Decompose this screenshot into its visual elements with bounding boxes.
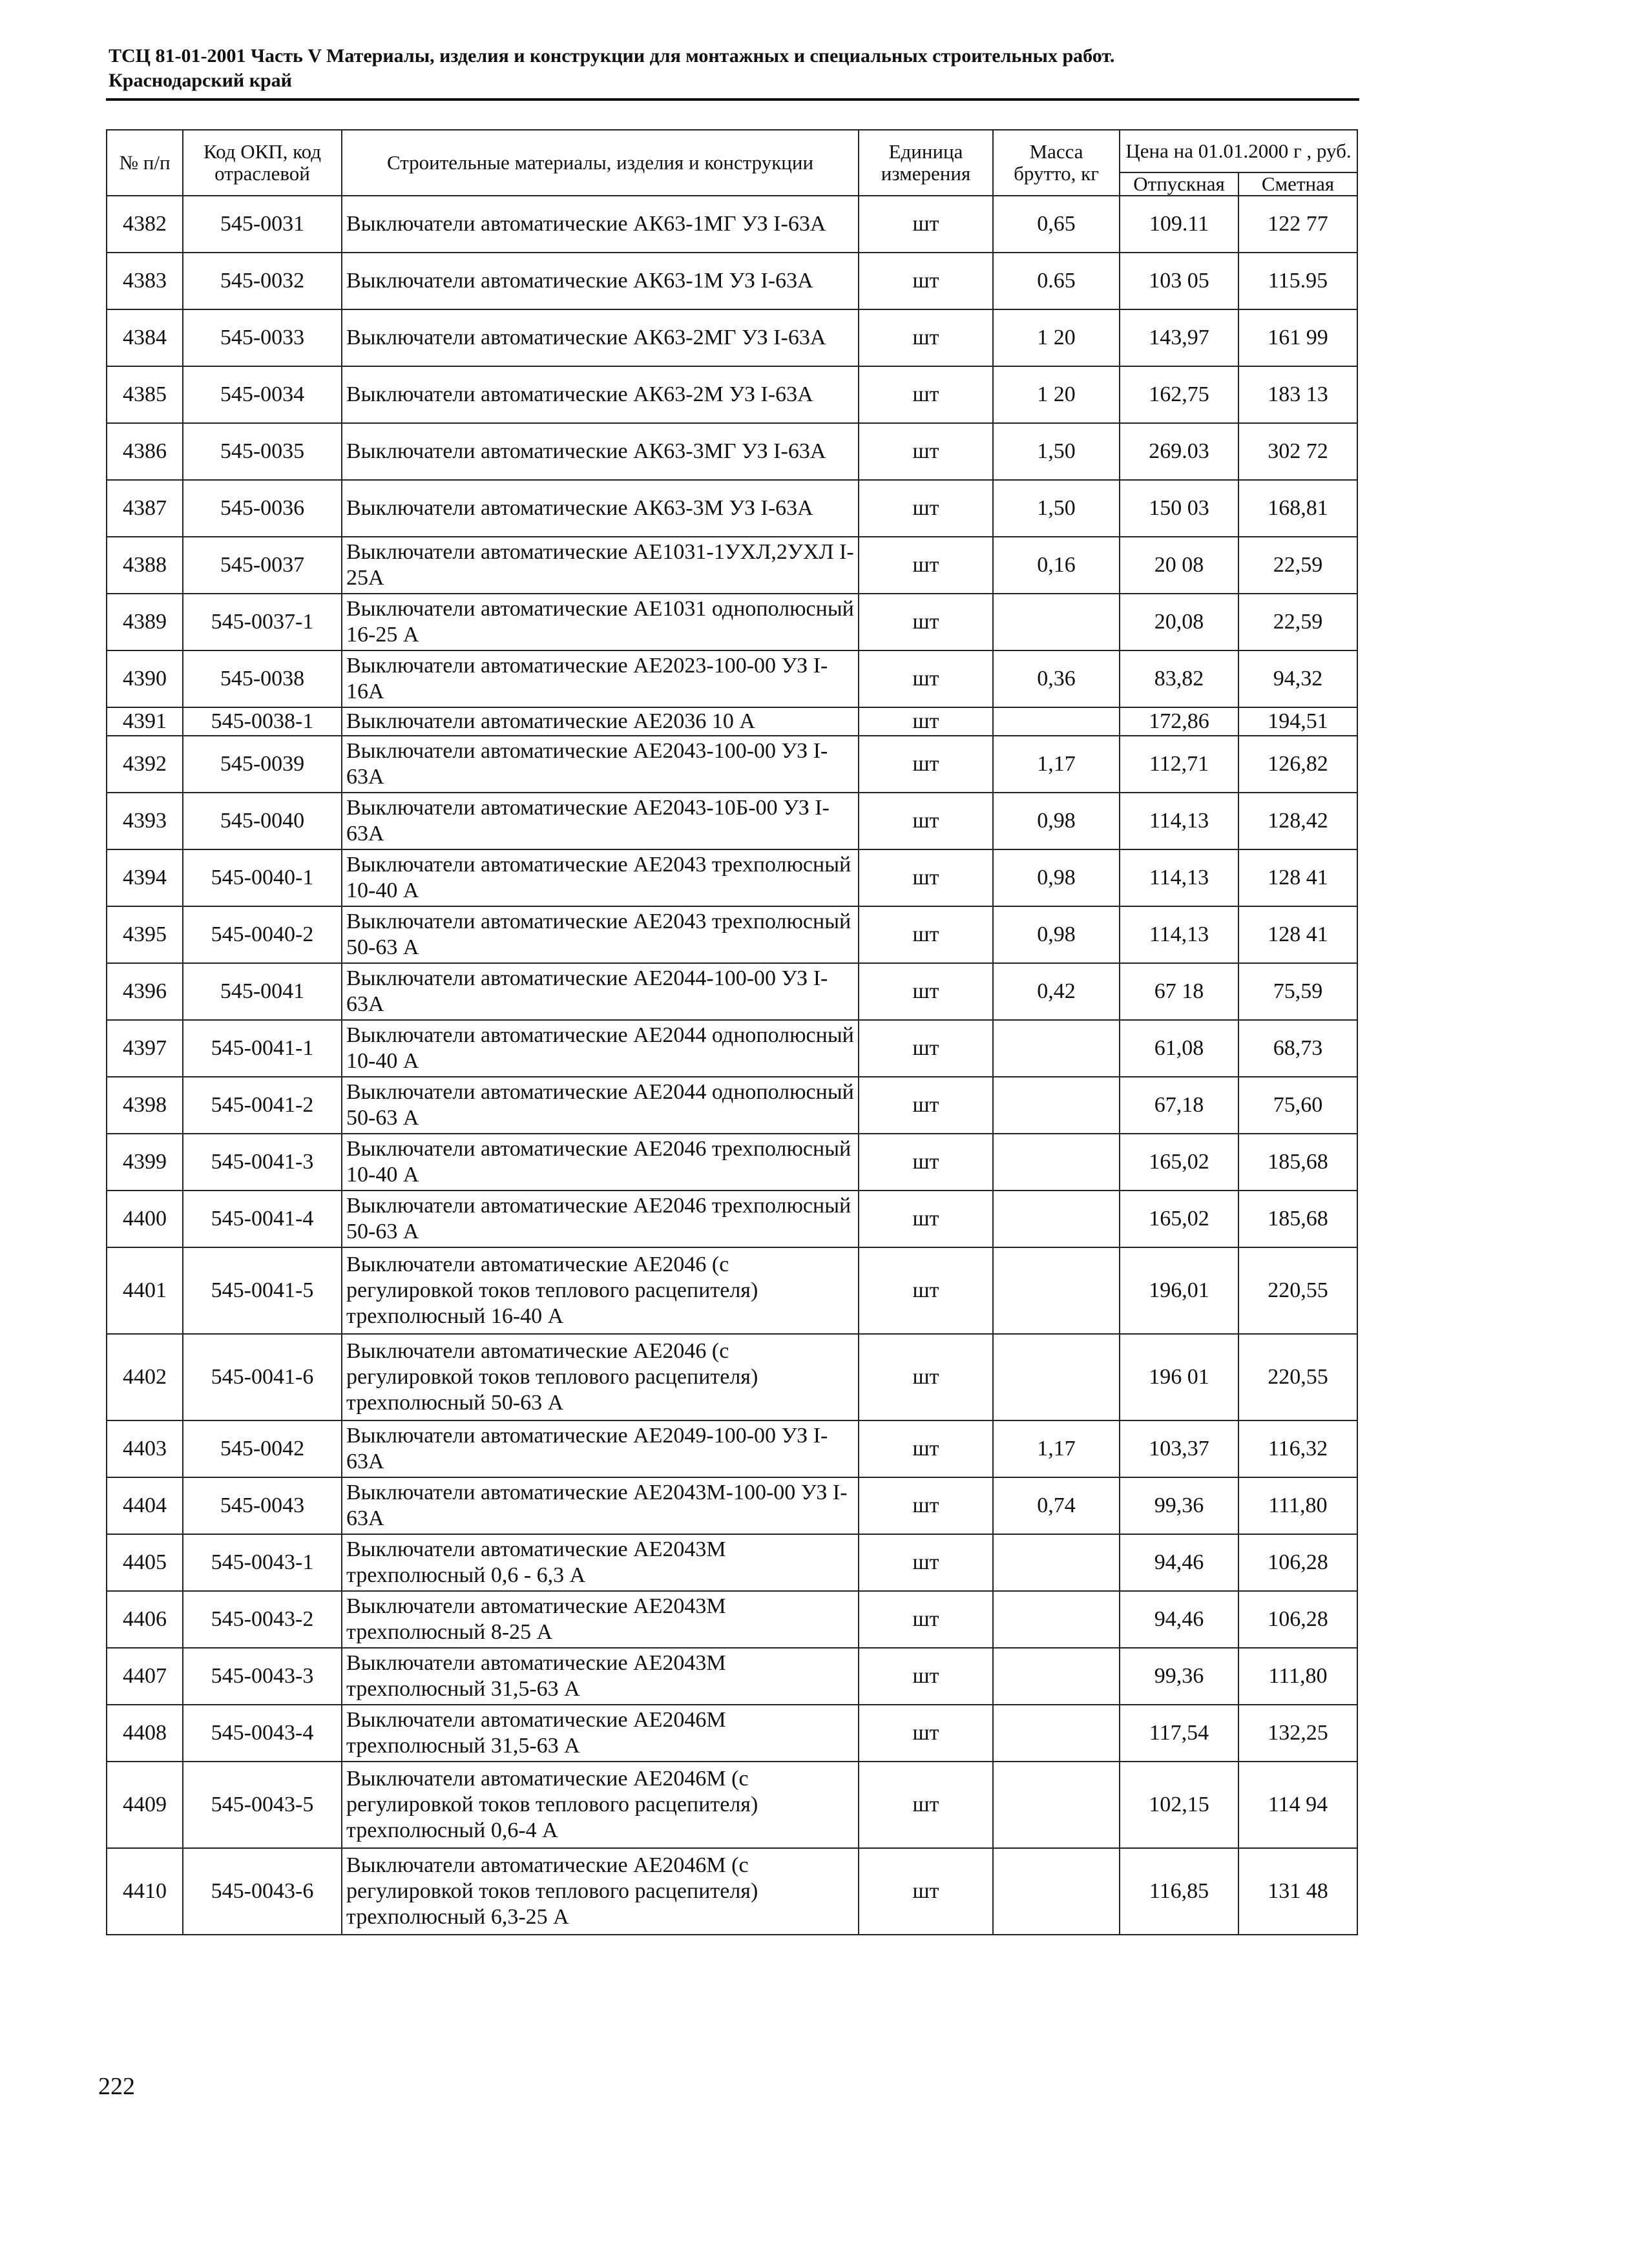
row-code: 545-0043-2 (183, 1591, 342, 1648)
row-unit: шт (859, 849, 993, 906)
row-number: 4391 (107, 707, 183, 736)
row-unit: шт (859, 366, 993, 423)
row-price-release: 114,13 (1120, 849, 1238, 906)
row-unit: шт (859, 1191, 993, 1247)
row-code: 545-0043-1 (183, 1534, 342, 1591)
row-price-release: 99,36 (1120, 1648, 1238, 1705)
row-unit: шт (859, 1477, 993, 1534)
row-number: 4399 (107, 1134, 183, 1191)
row-name: Выключатели автоматические АК63-1М УЗ I-63А (342, 253, 859, 309)
row-number: 4394 (107, 849, 183, 906)
row-name: Выключатели автоматические АЕ2046М трехполюсный 31,5-63 А (342, 1705, 859, 1762)
row-name: Выключатели автоматические АЕ2043 трехполюсный 50-63 А (342, 906, 859, 963)
row-price-release: 67 18 (1120, 963, 1238, 1020)
row-number: 4383 (107, 253, 183, 309)
row-code: 545-0041-6 (183, 1334, 342, 1420)
row-unit: шт (859, 707, 993, 736)
table-row (107, 1705, 1357, 1762)
row-unit: шт (859, 736, 993, 793)
row-unit: шт (859, 1134, 993, 1191)
table-row (107, 1477, 1357, 1534)
row-name: Выключатели автоматические АЕ2044-100-00 УЗ I-63А (342, 963, 859, 1020)
row-price-estimate: 126,82 (1238, 736, 1357, 793)
row-code: 545-0037 (183, 537, 342, 594)
row-number: 4403 (107, 1420, 183, 1477)
row-name: Выключатели автоматические АК63-3М УЗ I-63А (342, 480, 859, 537)
row-unit: шт (859, 650, 993, 707)
row-price-release: 20 08 (1120, 537, 1238, 594)
row-price-release: 103 05 (1120, 253, 1238, 309)
row-unit: шт (859, 1534, 993, 1591)
row-mass (993, 1648, 1120, 1705)
row-name: Выключатели автоматические АК63-1МГ УЗ I-63А (342, 196, 859, 253)
row-name: Выключатели автоматические АЕ2043М трехполюсный 31,5-63 А (342, 1648, 859, 1705)
row-name: Выключатели автоматические АЕ2023-100-00 УЗ I-16А (342, 650, 859, 707)
table-row (107, 1534, 1357, 1591)
table-row (107, 1020, 1357, 1077)
table-row (107, 196, 1357, 253)
table-row (107, 650, 1357, 707)
row-code: 545-0043-3 (183, 1648, 342, 1705)
row-number: 4406 (107, 1591, 183, 1648)
row-price-estimate: 185,68 (1238, 1134, 1357, 1191)
row-price-estimate: 22,59 (1238, 537, 1357, 594)
table-row (107, 849, 1357, 906)
row-price-release: 196 01 (1120, 1334, 1238, 1420)
row-unit: шт (859, 1077, 993, 1134)
page-header (109, 44, 1362, 93)
row-number: 4389 (107, 594, 183, 650)
row-unit: шт (859, 423, 993, 480)
row-price-estimate: 122 77 (1238, 196, 1357, 253)
row-mass (993, 1848, 1120, 1935)
row-price-estimate: 68,73 (1238, 1020, 1357, 1077)
row-number: 4382 (107, 196, 183, 253)
row-code: 545-0038-1 (183, 707, 342, 736)
page-number: 222 (98, 2073, 135, 2100)
col-header-mass: Масса брутто, кг (993, 130, 1120, 196)
row-name: Выключатели автоматические АЕ2043-10Б-00 УЗ I-63А (342, 793, 859, 849)
header-divider (106, 98, 1359, 101)
row-mass: 1 20 (993, 309, 1120, 366)
row-mass (993, 1134, 1120, 1191)
table-row (107, 1762, 1357, 1848)
row-price-release: 99,36 (1120, 1477, 1238, 1534)
row-mass: 0.65 (993, 253, 1120, 309)
table-row (107, 1334, 1357, 1420)
row-mass (993, 1247, 1120, 1334)
row-code: 545-0035 (183, 423, 342, 480)
row-mass: 1,50 (993, 480, 1120, 537)
row-unit: шт (859, 1420, 993, 1477)
row-number: 4407 (107, 1648, 183, 1705)
row-price-estimate: 194,51 (1238, 707, 1357, 736)
row-price-release: 109.11 (1120, 196, 1238, 253)
row-name: Выключатели автоматические АК63-2МГ УЗ I-63А (342, 309, 859, 366)
table-row (107, 1077, 1357, 1134)
table-row (107, 1191, 1357, 1247)
row-mass: 0,98 (993, 793, 1120, 849)
row-number: 4385 (107, 366, 183, 423)
row-price-release: 116,85 (1120, 1848, 1238, 1935)
table-row (107, 537, 1357, 594)
document-region: Краснодарский край (109, 70, 292, 91)
row-unit: шт (859, 196, 993, 253)
row-code: 545-0040 (183, 793, 342, 849)
row-price-estimate: 168,81 (1238, 480, 1357, 537)
row-mass: 0,42 (993, 963, 1120, 1020)
table-row (107, 1247, 1357, 1334)
col-header-price-estimate: Сметная (1238, 172, 1357, 196)
row-code: 545-0037-1 (183, 594, 342, 650)
row-price-estimate: 106,28 (1238, 1591, 1357, 1648)
row-price-estimate: 115.95 (1238, 253, 1357, 309)
col-header-num: № п/п (107, 130, 183, 196)
row-price-estimate: 161 99 (1238, 309, 1357, 366)
row-mass (993, 1762, 1120, 1848)
row-price-estimate: 183 13 (1238, 366, 1357, 423)
row-mass (993, 1191, 1120, 1247)
row-price-release: 165,02 (1120, 1134, 1238, 1191)
row-price-estimate: 111,80 (1238, 1648, 1357, 1705)
row-name: Выключатели автоматические АЕ2046 трехполюсный 50-63 А (342, 1191, 859, 1247)
row-number: 4384 (107, 309, 183, 366)
row-number: 4392 (107, 736, 183, 793)
row-number: 4405 (107, 1534, 183, 1591)
row-mass (993, 707, 1120, 736)
row-code: 545-0043-4 (183, 1705, 342, 1762)
row-name: Выключатели автоматические АЕ2046 трехполюсный 10-40 А (342, 1134, 859, 1191)
row-name: Выключатели автоматические АЕ2036 10 А (342, 707, 859, 736)
row-mass (993, 1591, 1120, 1648)
table-row (107, 906, 1357, 963)
row-price-estimate: 220,55 (1238, 1334, 1357, 1420)
col-header-price-release: Отпускная (1120, 172, 1238, 196)
row-number: 4404 (107, 1477, 183, 1534)
row-unit: шт (859, 1247, 993, 1334)
row-price-release: 20,08 (1120, 594, 1238, 650)
row-name: Выключатели автоматические АЕ2043-100-00 УЗ I-63А (342, 736, 859, 793)
row-price-release: 103,37 (1120, 1420, 1238, 1477)
row-mass (993, 1705, 1120, 1762)
table-row (107, 736, 1357, 793)
row-unit: шт (859, 480, 993, 537)
row-number: 4393 (107, 793, 183, 849)
table-row (107, 707, 1357, 736)
row-name: Выключатели автоматические АЕ2043М-100-00 УЗ I-63А (342, 1477, 859, 1534)
row-unit: шт (859, 1591, 993, 1648)
row-code: 545-0041-4 (183, 1191, 342, 1247)
table-row (107, 1591, 1357, 1648)
row-unit: шт (859, 309, 993, 366)
row-price-estimate: 132,25 (1238, 1705, 1357, 1762)
row-price-release: 83,82 (1120, 650, 1238, 707)
row-unit: шт (859, 793, 993, 849)
row-number: 4408 (107, 1705, 183, 1762)
table-body (107, 196, 1357, 1935)
row-mass: 1,17 (993, 1420, 1120, 1477)
row-price-estimate: 131 48 (1238, 1848, 1357, 1935)
row-number: 4396 (107, 963, 183, 1020)
row-code: 545-0039 (183, 736, 342, 793)
table-row (107, 309, 1357, 366)
row-name: Выключатели автоматические АЕ2046 (с регулировкой токов теплового расцепителя) трехполюсный 16-40 А (342, 1247, 859, 1334)
row-unit: шт (859, 1762, 993, 1848)
row-unit: шт (859, 1020, 993, 1077)
row-mass: 0,36 (993, 650, 1120, 707)
row-mass: 0,98 (993, 849, 1120, 906)
row-mass (993, 1334, 1120, 1420)
row-mass: 0,16 (993, 537, 1120, 594)
row-code: 545-0041-1 (183, 1020, 342, 1077)
row-code: 545-0043-6 (183, 1848, 342, 1935)
row-number: 4409 (107, 1762, 183, 1848)
row-price-release: 162,75 (1120, 366, 1238, 423)
row-name: Выключатели автоматические АЕ2043М трехполюсный 0,6 - 6,3 А (342, 1534, 859, 1591)
row-price-estimate: 22,59 (1238, 594, 1357, 650)
row-name: Выключатели автоматические АК63-2М УЗ I-63А (342, 366, 859, 423)
row-name: Выключатели автоматические АЕ2049-100-00 УЗ I-63А (342, 1420, 859, 1477)
row-code: 545-0034 (183, 366, 342, 423)
row-name: Выключатели автоматические АЕ2046М (с регулировкой токов теплового расцепителя) трехполюсный 6,3-25 А (342, 1848, 859, 1935)
row-mass: 1,17 (993, 736, 1120, 793)
row-unit: шт (859, 1705, 993, 1762)
row-price-release: 94,46 (1120, 1534, 1238, 1591)
row-mass: 0,65 (993, 196, 1120, 253)
row-code: 545-0032 (183, 253, 342, 309)
row-number: 4398 (107, 1077, 183, 1134)
row-mass (993, 1077, 1120, 1134)
row-unit: шт (859, 594, 993, 650)
row-number: 4397 (107, 1020, 183, 1077)
row-mass: 0,98 (993, 906, 1120, 963)
row-code: 545-0041-2 (183, 1077, 342, 1134)
table-row (107, 1848, 1357, 1935)
row-number: 4400 (107, 1191, 183, 1247)
row-price-estimate: 116,32 (1238, 1420, 1357, 1477)
price-table (106, 129, 1358, 1935)
row-number: 4401 (107, 1247, 183, 1334)
row-price-release: 117,54 (1120, 1705, 1238, 1762)
table-row (107, 253, 1357, 309)
col-header-name: Строительные материалы, изделия и конструкции (342, 130, 859, 196)
row-name: Выключатели автоматические АЕ1031 однополюсный 16-25 А (342, 594, 859, 650)
document-title: ТСЦ 81-01-2001 Часть V Материалы, изделия и конструкции для монтажных и специальных строительных работ. (109, 45, 1115, 67)
row-code: 545-0033 (183, 309, 342, 366)
row-price-release: 61,08 (1120, 1020, 1238, 1077)
row-price-release: 102,15 (1120, 1762, 1238, 1848)
table-row (107, 1420, 1357, 1477)
row-price-estimate: 75,60 (1238, 1077, 1357, 1134)
row-name: Выключатели автоматические АЕ1031-1УХЛ,2УХЛ I-25А (342, 537, 859, 594)
row-code: 545-0041-3 (183, 1134, 342, 1191)
row-code: 545-0031 (183, 196, 342, 253)
row-number: 4388 (107, 537, 183, 594)
row-name: Выключатели автоматические АЕ2046М (с регулировкой токов теплового расцепителя) трехполюсный 0,6-4 А (342, 1762, 859, 1848)
row-code: 545-0036 (183, 480, 342, 537)
row-number: 4390 (107, 650, 183, 707)
row-price-estimate: 128 41 (1238, 849, 1357, 906)
row-number: 4402 (107, 1334, 183, 1420)
row-price-release: 172,86 (1120, 707, 1238, 736)
table-row (107, 480, 1357, 537)
table-row (107, 423, 1357, 480)
row-unit: шт (859, 1848, 993, 1935)
row-code: 545-0043 (183, 1477, 342, 1534)
row-mass: 1 20 (993, 366, 1120, 423)
row-number: 4395 (107, 906, 183, 963)
table-row (107, 594, 1357, 650)
row-price-release: 114,13 (1120, 793, 1238, 849)
row-price-estimate: 302 72 (1238, 423, 1357, 480)
row-mass (993, 594, 1120, 650)
row-price-estimate: 220,55 (1238, 1247, 1357, 1334)
row-code: 545-0043-5 (183, 1762, 342, 1848)
row-name: Выключатели автоматические АЕ2044 однополюсный 50-63 А (342, 1077, 859, 1134)
col-header-price: Цена на 01.01.2000 г , руб. (1120, 130, 1357, 172)
table-header (107, 130, 1357, 196)
row-code: 545-0038 (183, 650, 342, 707)
row-mass (993, 1020, 1120, 1077)
row-code: 545-0041-5 (183, 1247, 342, 1334)
row-name: Выключатели автоматические АЕ2043 трехполюсный 10-40 А (342, 849, 859, 906)
row-price-release: 165,02 (1120, 1191, 1238, 1247)
row-price-release: 114,13 (1120, 906, 1238, 963)
row-number: 4386 (107, 423, 183, 480)
row-unit: шт (859, 537, 993, 594)
row-name: Выключатели автоматические АК63-3МГ УЗ I-63А (342, 423, 859, 480)
row-price-estimate: 128 41 (1238, 906, 1357, 963)
row-price-release: 112,71 (1120, 736, 1238, 793)
row-name: Выключатели автоматические АЕ2044 однополюсный 10-40 А (342, 1020, 859, 1077)
row-unit: шт (859, 253, 993, 309)
row-code: 545-0040-2 (183, 906, 342, 963)
row-unit: шт (859, 963, 993, 1020)
row-price-release: 94,46 (1120, 1591, 1238, 1648)
row-price-estimate: 114 94 (1238, 1762, 1357, 1848)
row-price-estimate: 75,59 (1238, 963, 1357, 1020)
table-row (107, 1648, 1357, 1705)
row-price-estimate: 111,80 (1238, 1477, 1357, 1534)
table-row (107, 963, 1357, 1020)
row-price-estimate: 185,68 (1238, 1191, 1357, 1247)
row-unit: шт (859, 1648, 993, 1705)
row-code: 545-0041 (183, 963, 342, 1020)
row-number: 4387 (107, 480, 183, 537)
row-price-release: 67,18 (1120, 1077, 1238, 1134)
row-mass: 0,74 (993, 1477, 1120, 1534)
col-header-unit: Единица измерения (859, 130, 993, 196)
row-number: 4410 (107, 1848, 183, 1935)
row-price-release: 196,01 (1120, 1247, 1238, 1334)
table-row (107, 1134, 1357, 1191)
row-price-estimate: 128,42 (1238, 793, 1357, 849)
table-row (107, 366, 1357, 423)
row-code: 545-0040-1 (183, 849, 342, 906)
row-mass (993, 1534, 1120, 1591)
row-name: Выключатели автоматические АЕ2043М трехполюсный 8-25 А (342, 1591, 859, 1648)
table-row (107, 793, 1357, 849)
row-name: Выключатели автоматические АЕ2046 (с регулировкой токов теплового расцепителя) трехполюсный 50-63 А (342, 1334, 859, 1420)
row-unit: шт (859, 1334, 993, 1420)
row-mass: 1,50 (993, 423, 1120, 480)
row-unit: шт (859, 906, 993, 963)
col-header-code: Код ОКП, код отраслевой (183, 130, 342, 196)
row-code: 545-0042 (183, 1420, 342, 1477)
row-price-estimate: 106,28 (1238, 1534, 1357, 1591)
row-price-estimate: 94,32 (1238, 650, 1357, 707)
row-price-release: 269.03 (1120, 423, 1238, 480)
row-price-release: 143,97 (1120, 309, 1238, 366)
row-price-release: 150 03 (1120, 480, 1238, 537)
